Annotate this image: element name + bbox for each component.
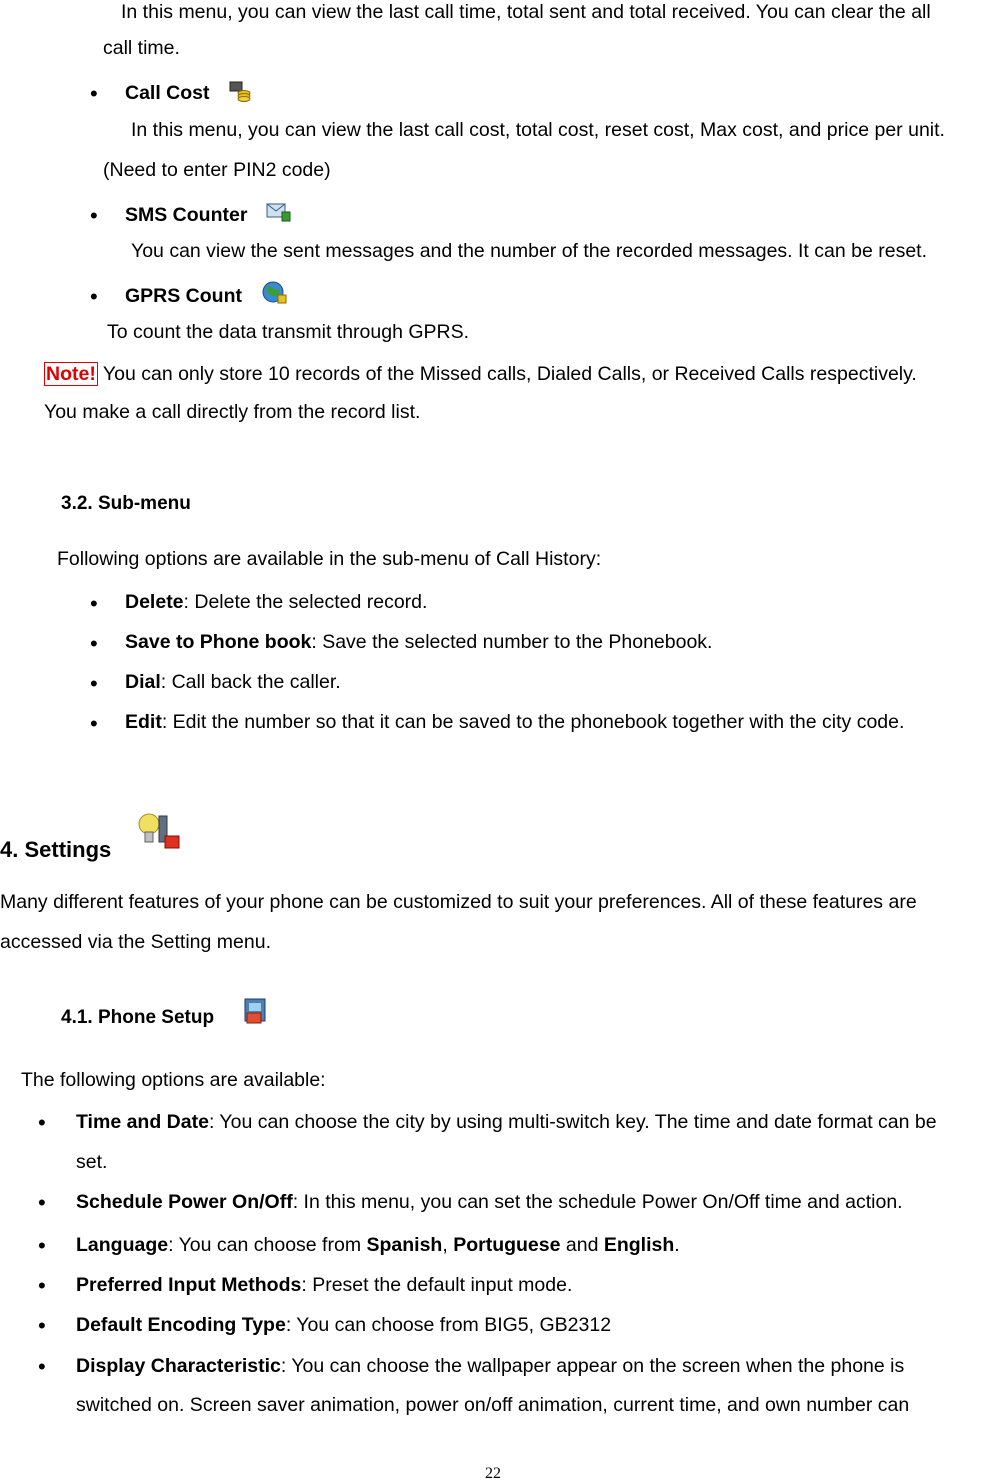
settings-icon [135, 810, 181, 858]
call-cost-title: Call Cost [125, 82, 210, 104]
call-cost-desc-line1: In this menu, you can view the last call cost, total cost, reset cost, Max cost, and price per unit. [131, 119, 945, 141]
bullet: • [90, 81, 98, 106]
bullet: • [38, 1233, 46, 1258]
submenu-item-delete: Delete: Delete the selected record. [125, 591, 428, 613]
bullet: • [38, 1313, 46, 1338]
bullet: • [90, 591, 98, 616]
sms-counter-desc: You can view the sent messages and the number of the recorded messages. It can be reset. [131, 240, 927, 262]
sms-counter-title: SMS Counter [125, 204, 248, 226]
phone-setup-heading: 4.1. Phone Setup [61, 1007, 215, 1028]
bullet: • [90, 203, 98, 228]
note-label: Note! [46, 363, 96, 385]
phone-setup-icon [241, 995, 271, 1033]
phone-setup-time-date: Time and Date: You can choose the city by using multi-switch key. The time and date format can be [76, 1111, 937, 1133]
envelope-icon [265, 199, 293, 229]
phone-setup-input-methods: Preferred Input Methods: Preset the default input mode. [76, 1274, 573, 1296]
gprs-count-title: GPRS Count [125, 285, 242, 307]
note-text-line1: You can only store 10 records of the Missed calls, Dialed Calls, or Received Calls respectively. [97, 363, 917, 385]
phone-setup-schedule: Schedule Power On/Off: In this menu, you can set the schedule Power On/Off time and action. [76, 1191, 903, 1213]
phone-setup-intro: The following options are available: [21, 1069, 326, 1091]
bullet: • [90, 671, 98, 696]
call-time-desc-line2: call time. [103, 37, 180, 59]
settings-intro-line2: accessed via the Setting menu. [0, 931, 271, 953]
gprs-count-desc: To count the data transmit through GPRS. [107, 321, 470, 343]
settings-intro-line1: Many different features of your phone can be customized to suit your preferences. All of these features are [0, 891, 917, 913]
submenu-item-edit: Edit: Edit the number so that it can be saved to the phonebook together with the city code. [125, 711, 905, 733]
globe-icon [260, 279, 288, 311]
submenu-heading: 3.2. Sub-menu [61, 493, 191, 514]
call-time-desc-line1: In this menu, you can view the last call time, total sent and total received. You can clear the all [121, 1, 931, 23]
note-paragraph-line1 [44, 365, 917, 385]
bullet: • [38, 1190, 46, 1215]
settings-heading: 4. Settings [0, 837, 112, 862]
note-text-line2: You make a call directly from the record list. [44, 401, 421, 423]
page-number: 22 [485, 1465, 501, 1482]
submenu-item-dial: Dial: Call back the caller. [125, 671, 341, 693]
phone-setup-language: Language: You can choose from Spanish, Portuguese and English. [76, 1234, 680, 1256]
submenu-intro: Following options are available in the sub-menu of Call History: [57, 548, 602, 570]
bullet: • [38, 1110, 46, 1135]
bullet: • [90, 631, 98, 656]
phone-setup-display-line2: switched on. Screen saver animation, power on/off animation, current time, and own number can [76, 1394, 910, 1416]
bullet: • [90, 711, 98, 736]
call-cost-desc-line2: (Need to enter PIN2 code) [103, 159, 331, 181]
bullet: • [90, 284, 98, 309]
phone-setup-time-date-line2: set. [76, 1151, 108, 1173]
submenu-item-save-to-phonebook: Save to Phone book: Save the selected number to the Phonebook. [125, 631, 713, 653]
coins-icon [228, 79, 254, 109]
bullet: • [38, 1273, 46, 1298]
phone-setup-display: Display Characteristic: You can choose the wallpaper appear on the screen when the phone is [76, 1355, 905, 1377]
phone-setup-encoding: Default Encoding Type: You can choose from BIG5, GB2312 [76, 1314, 612, 1336]
bullet: • [38, 1354, 46, 1379]
